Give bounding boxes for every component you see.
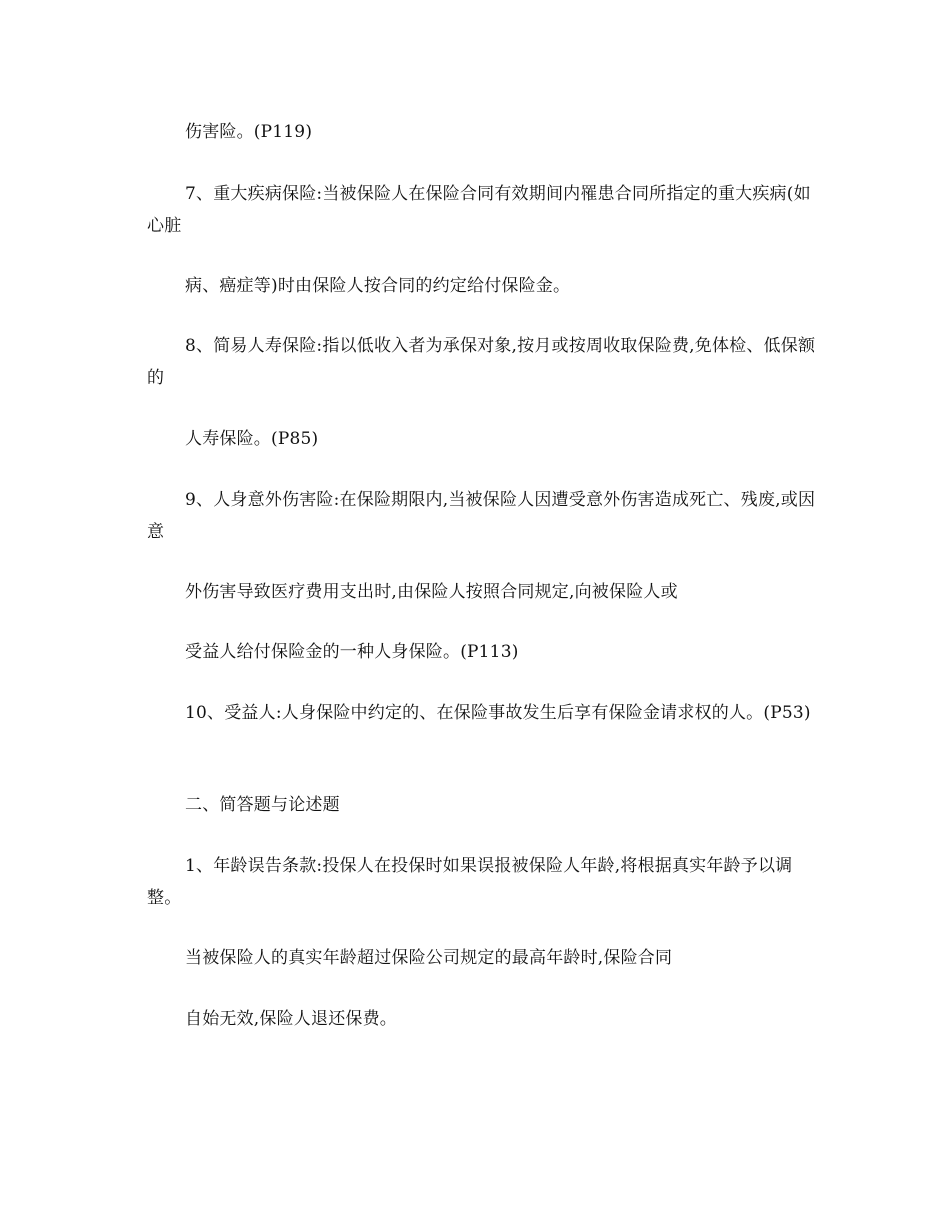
paragraph-10: 1、年龄误告条款:投保人在投保时如果误报被保险人年龄,将根据真实年龄予以调整。 [147,856,793,908]
paragraph-8: 受益人给付保险金的一种人身保险。(P113) [185,642,519,662]
paragraph-4: 8、简易人寿保险:指以低收入者为承保对象,按月或按周收取保险费,免体检、低保额的 [147,336,816,388]
paragraph-5: 人寿保险。(P85) [185,429,319,449]
paragraph-3: 病、癌症等)时由保险人按合同的约定给付保险金。 [185,276,571,296]
paragraph-6: 9、人身意外伤害险:在保险期限内,当被保险人因遭受意外伤害造成死亡、残废,或因意 [147,490,816,542]
paragraph-2: 7、重大疾病保险:当被保险人在保险合同有效期间内罹患合同所指定的重大疾病(如心脏 [147,184,811,236]
section-heading: 二、简答题与论述题 [185,795,340,815]
paragraph-12: 自始无效,保险人退还保费。 [185,1009,398,1029]
paragraph-1: 伤害险。(P119) [185,122,313,142]
paragraph-11: 当被保险人的真实年龄超过保险公司规定的最高年龄时,保险合同 [185,948,673,968]
paragraph-9: 10、受益人:人身保险中约定的、在保险事故发生后享有保险金请求权的人。(P53) [185,703,811,723]
paragraph-7: 外伤害导致医疗费用支出时,由保险人按照合同规定,向被保险人或 [185,582,678,602]
